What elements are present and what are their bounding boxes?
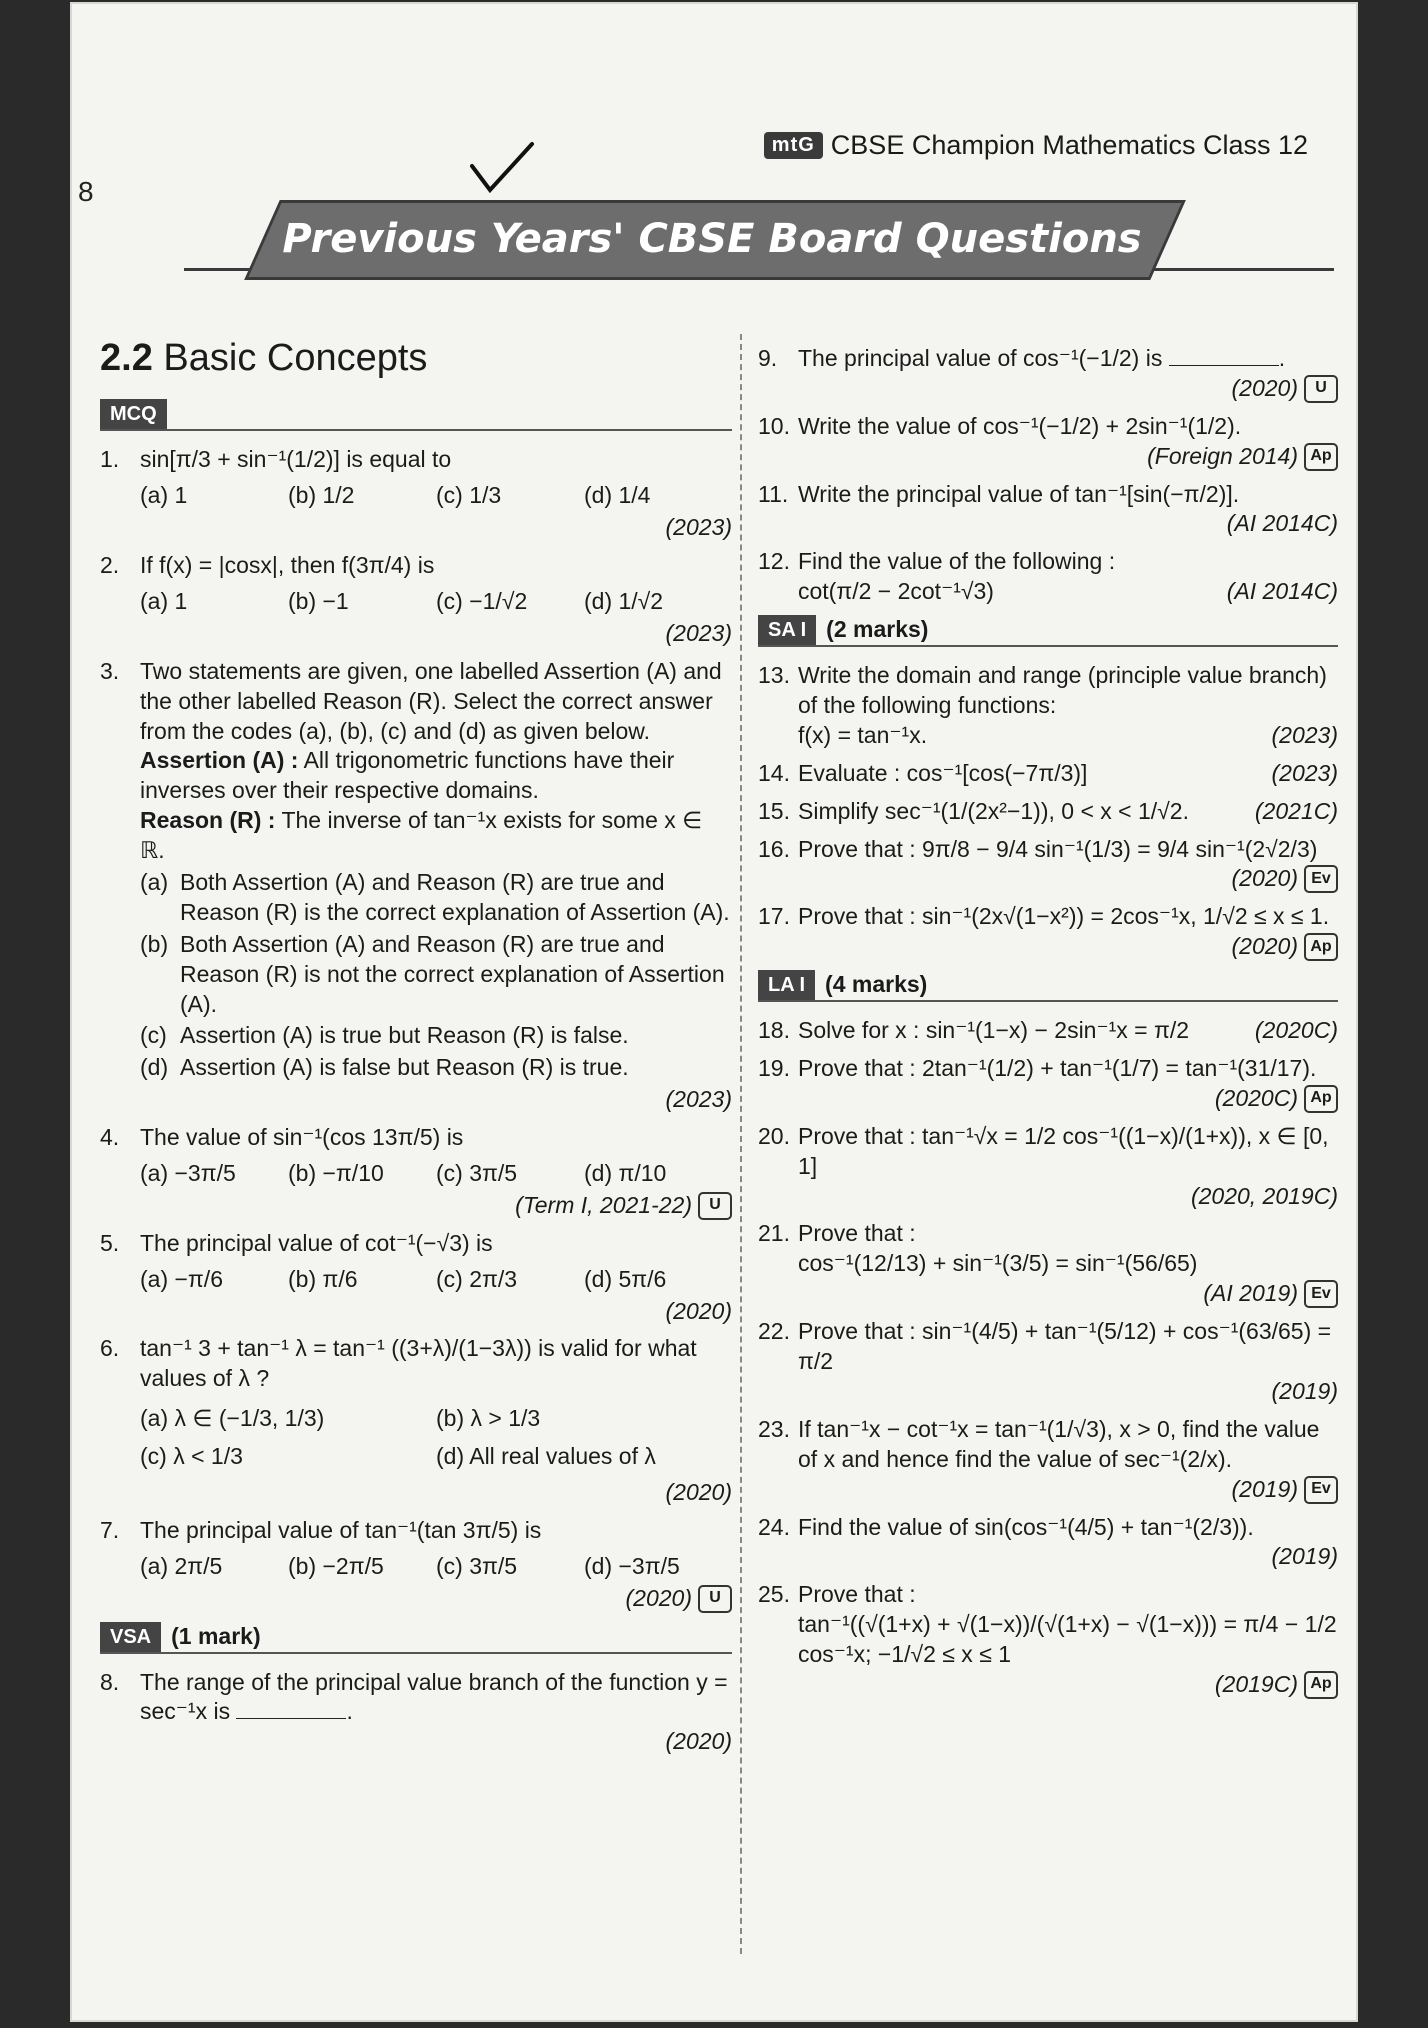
question-number: 4.: [100, 1124, 120, 1151]
question-text: The range of the principal value branch of the function y = sec⁻¹x is: [140, 1668, 728, 1725]
question-11: 11. Write the principal value of tan⁻¹[sin(−π/2)]. (AI 2014C): [758, 480, 1338, 540]
option-b: (b) −π/10: [288, 1159, 384, 1186]
question-number: 3.: [100, 657, 120, 684]
question-10: 10. Write the value of cos⁻¹(−1/2) + 2sin⁻¹(1/2). (Foreign 2014) Ap: [758, 412, 1338, 472]
question-16: 16. Prove that : 9π/8 − 9/4 sin⁻¹(1/3) = 9/4 sin⁻¹(2√2/3) (2020) Ev: [758, 835, 1338, 895]
sa1-marks: (2 marks): [826, 616, 929, 643]
question-number: 2.: [100, 552, 120, 579]
question-text: Prove that : sin⁻¹(2x√(1−x²)) = 2cos⁻¹x, 1/√2 ≤ x ≤ 1.: [798, 903, 1330, 930]
difficulty-badge: Ap: [1304, 1671, 1338, 1699]
section-number: 2.2: [100, 337, 153, 379]
year-label: (2020): [665, 1479, 732, 1505]
option-c: (c) 3π/5: [436, 1159, 518, 1186]
assertion: [140, 746, 732, 806]
year-label: (Term I, 2021-22): [515, 1191, 692, 1218]
answer-blank: [1169, 365, 1279, 366]
la1-marks: (4 marks): [825, 971, 928, 998]
answer-blank: [236, 1718, 346, 1719]
reason: [140, 806, 732, 866]
question-text: Prove that : 9π/8 − 9/4 sin⁻¹(1/3) = 9/4 sin⁻¹(2√2/3): [798, 835, 1318, 862]
options: [140, 1265, 732, 1295]
question-20: 20. Prove that : tan⁻¹√x = 1/2 cos⁻¹((1−x)/(1+x)), x ∈ [0, 1] (2020, 2019C): [758, 1122, 1338, 1212]
question-number: 6.: [100, 1335, 120, 1362]
question-text: The principal value of cos⁻¹(−1/2) is: [798, 345, 1163, 371]
year-label: (2020): [665, 1728, 732, 1755]
option-a: (a) 1: [140, 482, 188, 509]
question-5: [100, 1229, 732, 1327]
option-c: (c) λ < 1/3: [140, 1443, 243, 1470]
difficulty-badge: Ap: [1304, 933, 1338, 961]
question-22: 22. Prove that : sin⁻¹(4/5) + tan⁻¹(5/12) + cos⁻¹(63/65) = π/2 (2019): [758, 1317, 1338, 1407]
vsa-tag: VSA: [100, 1622, 161, 1652]
option-b: (b) λ > 1/3: [436, 1405, 541, 1432]
difficulty-badge: U: [1304, 375, 1338, 403]
mcq-tag: MCQ: [100, 399, 167, 429]
option-c: (c) −1/√2: [436, 587, 528, 614]
year-label: (2020): [1231, 374, 1298, 401]
option-c: (c) 3π/5: [436, 1552, 518, 1579]
difficulty-badge: Ap: [1304, 1085, 1338, 1113]
sa1-tag-row: [758, 615, 1338, 647]
option-a: (a) −π/6: [140, 1265, 223, 1292]
question-text: The principal value of cot⁻¹(−√3) is: [140, 1229, 493, 1256]
question-meta: [140, 1191, 732, 1221]
question-number: 7.: [100, 1516, 120, 1543]
options: [140, 587, 732, 617]
question-3: [100, 657, 732, 1115]
question-12: 12. Find the value of the following : cot(π/2 − 2cot⁻¹√3) (AI 2014C): [758, 547, 1338, 607]
assertion-text: All trigonometric functions have their inverses over their respective domains.: [140, 747, 675, 804]
options: [140, 1159, 732, 1189]
question-text: Write the principal value of tan⁻¹[sin(−π/2)].: [798, 480, 1240, 507]
year-label: (2023): [1271, 759, 1338, 786]
publisher-logo: mtG: [764, 132, 823, 159]
question-text: Simplify sec⁻¹(1/(2x²−1)), 0 < x < 1/√2.: [798, 797, 1189, 824]
option-d: (d) 1/√2: [584, 587, 664, 614]
year-label: (2023): [665, 514, 732, 541]
question-expression: cos⁻¹(12/13) + sin⁻¹(3/5) = sin⁻¹(56/65): [798, 1250, 1198, 1277]
difficulty-badge: U: [698, 1192, 732, 1220]
question-expression: cot(π/2 − 2cot⁻¹√3): [798, 578, 994, 605]
year-label: (2020): [625, 1584, 692, 1611]
year-label: (2020C): [1214, 1084, 1298, 1111]
option-c: (c) 2π/3: [436, 1265, 518, 1292]
question-24: 24. Find the value of sin(cos⁻¹(4/5) + tan⁻¹(2/3)). (2019): [758, 1513, 1338, 1573]
column-divider: [740, 334, 742, 1954]
option-d: (d) Assertion (A) is false but Reason (R) is true.: [140, 1054, 629, 1081]
question-7: [100, 1516, 732, 1614]
year-label: (Foreign 2014): [1147, 442, 1298, 469]
option-d: (d) 1/4: [584, 482, 651, 509]
year-label: (2021C): [1254, 797, 1338, 824]
question-text: Solve for x : sin⁻¹(1−x) − 2sin⁻¹x = π/2: [798, 1017, 1190, 1044]
option-a: (a) 1: [140, 587, 188, 614]
option-c: (c) Assertion (A) is true but Reason (R) is false.: [140, 1022, 629, 1049]
section-heading: [100, 334, 732, 383]
difficulty-badge: Ev: [1304, 865, 1338, 893]
question-text: sin[π/3 + sin⁻¹(1/2)] is equal to: [140, 446, 452, 473]
year-label: (2019C): [1214, 1670, 1298, 1697]
year-label: (2020): [1231, 865, 1298, 892]
difficulty-badge: Ev: [1304, 1476, 1338, 1504]
reason-label: Reason (R) :: [140, 807, 276, 834]
option-d: (d) π/10: [584, 1159, 667, 1186]
question-text: Find the value of the following :: [798, 548, 1116, 575]
question-17: 17. Prove that : sin⁻¹(2x√(1−x²)) = 2cos⁻¹x, 1/√2 ≤ x ≤ 1. (2020) Ap: [758, 902, 1338, 962]
year-label: (2019): [1271, 1543, 1338, 1570]
option-b: (b) −1: [288, 587, 349, 614]
option-b: (b) Both Assertion (A) and Reason (R) are true and Reason (R) is not the correct explanation of Assertion (A).: [140, 930, 725, 1017]
year-label: (AI 2019): [1203, 1280, 1298, 1307]
question-text: The principal value of tan⁻¹(tan 3π/5) is: [140, 1516, 542, 1543]
sa1-tag: SA I: [758, 615, 816, 645]
question-25: 25. Prove that : tan⁻¹((√(1+x) + √(1−x))/(√(1+x) − √(1−x))) = π/4 − 1/2 cos⁻¹x; −1/√2 ≤ x ≤ 1 (2019C) Ap: [758, 1580, 1338, 1700]
difficulty-badge: U: [698, 1585, 732, 1613]
question-15: 15. Simplify sec⁻¹(1/(2x²−1)), 0 < x < 1/√2. (2021C): [758, 797, 1338, 827]
vsa-tag-row: [100, 1622, 732, 1654]
option-c: (c) 1/3: [436, 482, 502, 509]
question-1: [100, 445, 732, 543]
year-label: (2023): [665, 1086, 732, 1113]
question-text: The value of sin⁻¹(cos 13π/5) is: [140, 1124, 464, 1151]
page-edge-mark: 8: [78, 176, 94, 207]
question-4: [100, 1123, 732, 1221]
year-label: (2020C): [1254, 1017, 1338, 1044]
option-a: (a) Both Assertion (A) and Reason (R) are true and Reason (R) is the correct explanation of Assertion (A).: [140, 868, 730, 925]
question-expression: tan⁻¹((√(1+x) + √(1−x))/(√(1+x) − √(1−x))) = π/4 − 1/2 cos⁻¹x; −1/√2 ≤ x ≤ 1: [798, 1611, 1337, 1668]
difficulty-badge: Ev: [1304, 1280, 1338, 1308]
section-title: Basic Concepts: [163, 337, 428, 379]
year-label: (AI 2014C): [1226, 510, 1338, 537]
question-text: If f(x) = |cosx|, then f(3π/4) is: [140, 552, 435, 579]
difficulty-badge: Ap: [1304, 443, 1338, 471]
year-label: (2020, 2019C): [1190, 1182, 1338, 1209]
option-d: (d) 5π/6: [584, 1265, 667, 1292]
vsa-marks: (1 mark): [171, 1622, 261, 1649]
option-b: (b) 1/2: [288, 482, 355, 509]
question-meta: [140, 1584, 732, 1614]
book-page: [72, 4, 1356, 2020]
la1-tag-row: [758, 970, 1338, 1002]
left-column: [100, 334, 732, 1765]
question-text: Prove that : sin⁻¹(4/5) + tan⁻¹(5/12) + cos⁻¹(63/65) = π/2: [798, 1318, 1332, 1375]
options: [140, 481, 732, 511]
question-21: 21. Prove that : cos⁻¹(12/13) + sin⁻¹(3/5) = sin⁻¹(56/65) (AI 2019) Ev: [758, 1219, 1338, 1309]
checkmark-icon: [468, 138, 538, 198]
question-text: Two statements are given, one labelled Assertion (A) and the other labelled Reason (R). Select the correct answer from the codes (a), (b), (c) and (d) as given below.: [140, 657, 722, 744]
question-number: 5.: [100, 1229, 120, 1256]
question-19: 19. Prove that : 2tan⁻¹(1/2) + tan⁻¹(1/7) = tan⁻¹(31/17). (2020C) Ap: [758, 1054, 1338, 1114]
option-d: (d) All real values of λ: [436, 1443, 656, 1470]
question-text: Find the value of sin(cos⁻¹(4/5) + tan⁻¹(2/3)).: [798, 1513, 1254, 1540]
option-b: (b) −2π/5: [288, 1552, 384, 1579]
year-label: (2020): [1231, 933, 1298, 960]
question-14: 14. Evaluate : cos⁻¹[cos(−7π/3)] (2023): [758, 759, 1338, 789]
assertion-label: Assertion (A) :: [140, 747, 299, 774]
mcq-tag-row: [100, 399, 732, 431]
question-9: 9. The principal value of cos⁻¹(−1/2) is . (2020) U: [758, 344, 1338, 404]
running-header: [764, 130, 1308, 161]
option-a: (a) −3π/5: [140, 1159, 236, 1186]
options: [140, 1400, 732, 1476]
banner-title: Previous Years' CBSE Board Questions: [282, 216, 1142, 262]
option-a: (a) λ ∈ (−1/3, 1/3): [140, 1405, 325, 1432]
question-number: 8.: [100, 1668, 120, 1695]
question-13: 13. Write the domain and range (principle value branch) of the following functions: f(x) = tan⁻¹x. (2023): [758, 661, 1338, 751]
year-label: (2023): [665, 619, 732, 646]
year-label: (2019): [1231, 1475, 1298, 1502]
question-18: 18. Solve for x : sin⁻¹(1−x) − 2sin⁻¹x = π/2 (2020C): [758, 1016, 1338, 1046]
question-2: [100, 551, 732, 649]
question-text: Prove that :: [798, 1220, 916, 1247]
question-23: 23. If tan⁻¹x − cot⁻¹x = tan⁻¹(1/√3), x > 0, find the value of x and hence find the value of sec⁻¹(2/x). (2019) Ev: [758, 1415, 1338, 1505]
question-text: Prove that : 2tan⁻¹(1/2) + tan⁻¹(1/7) = tan⁻¹(31/17).: [798, 1055, 1317, 1082]
question-text: Evaluate : cos⁻¹[cos(−7π/3)]: [798, 759, 1088, 786]
option-b: (b) π/6: [288, 1265, 358, 1292]
question-text: Prove that : tan⁻¹√x = 1/2 cos⁻¹((1−x)/(1+x)), x ∈ [0, 1]: [798, 1122, 1329, 1179]
option-d: (d) −3π/5: [584, 1552, 680, 1579]
option-a: (a) 2π/5: [140, 1552, 223, 1579]
question-8: 8. The range of the principal value branch of the function y = sec⁻¹x is . (2020): [100, 1668, 732, 1758]
year-label: (2019): [1271, 1377, 1338, 1404]
question-6: [100, 1334, 732, 1507]
question-expression: f(x) = tan⁻¹x.: [798, 721, 928, 748]
la1-tag: LA I: [758, 970, 815, 1000]
year-label: (2023): [1271, 721, 1338, 748]
year-label: (2020): [665, 1297, 732, 1324]
right-column: [758, 344, 1338, 1708]
question-text: tan⁻¹ 3 + tan⁻¹ λ = tan⁻¹ ((3+λ)/(1−3λ)) is valid for what values of λ ?: [140, 1335, 697, 1392]
options: [140, 1552, 732, 1582]
question-text: Write the value of cos⁻¹(−1/2) + 2sin⁻¹(1/2).: [798, 412, 1242, 439]
question-text: If tan⁻¹x − cot⁻¹x = tan⁻¹(1/√3), x > 0, find the value of x and hence find the value of sec⁻¹(2/x).: [798, 1415, 1320, 1472]
question-text: Prove that :: [798, 1581, 916, 1608]
question-text: Write the domain and range (principle value branch) of the following functions:: [798, 662, 1327, 719]
question-number: 1.: [100, 446, 120, 473]
reason-text: The inverse of tan⁻¹x exists for some x ∈ ℝ.: [140, 807, 703, 864]
book-title: CBSE Champion Mathematics Class 12: [830, 130, 1308, 160]
year-label: (AI 2014C): [1226, 578, 1338, 605]
